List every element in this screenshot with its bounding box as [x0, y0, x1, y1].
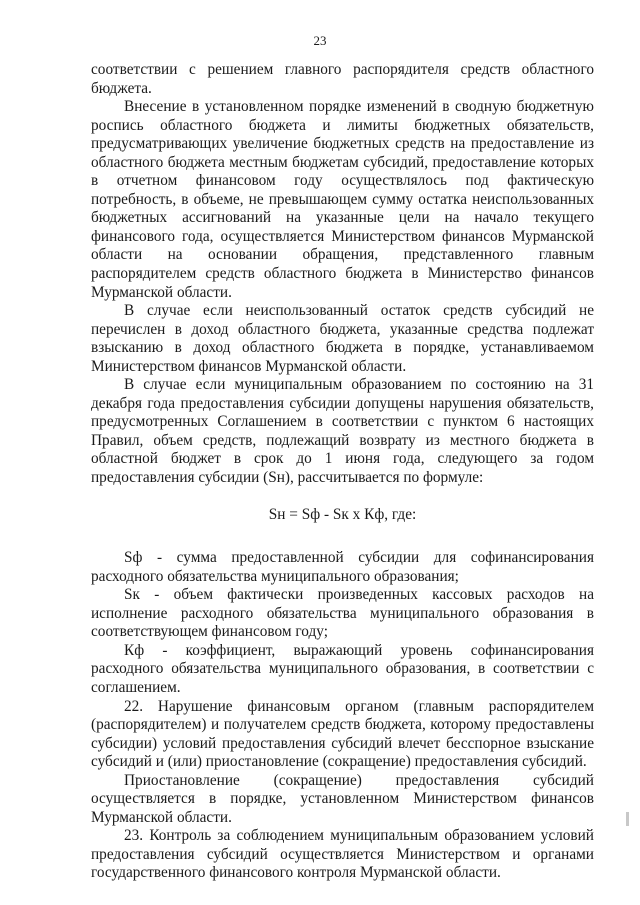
paragraph-unused-balance: В случае если неиспользованный остаток средств субсидий не перечислен в доход областного бюджета, указанные средства подлежат взысканию в доход областного бюджета в порядке, устанавливаемом Министерством финансов Мурманской области.	[91, 302, 594, 375]
paragraph-refund-rule: В случае если муниципальным образованием по состоянию на 31 декабря года предоставления субсидии допущены нарушения обязательств, предусмотренных Соглашением в соответствии с пунктом 6 настоящих Правил, объем средств, подлежащий возврату из местного бюджета в областной бюджет в срок до 1 июня года, следующего за годом предоставления субсидии (Sн), рассчитывается по формуле:	[91, 376, 594, 487]
paragraph-suspension: Приостановление (сокращение) предоставления субсидий осуществляется в порядке, установленном Министерством финансов Мурманской области.	[91, 771, 594, 826]
paragraph-22-violation: 22. Нарушение финансовым органом (главным распорядителем (распорядителем) и получателем средств бюджета, которому предоставлены субсидии) условий предоставления субсидий влечет бесспорное взыскание субсидий и (или) приостановление (сокращение) предоставления субсидий.	[91, 697, 594, 771]
definition-sf: Sф - сумма предоставленной субсидии для софинансирования расходного обязательства муниципального образования;	[91, 549, 594, 585]
refund-formula: Sн = Sф - Sк х Кф, где:	[268, 505, 417, 523]
definition-kf: Кф - коэффициент, выражающий уровень софинансирования расходного обязательства муниципального образования, в соответствии с соглашением.	[91, 641, 594, 696]
scan-margin-mark	[626, 812, 629, 826]
document-body	[91, 61, 594, 883]
definition-sk: Sк - объем фактически произведенных кассовых расходов на исполнение расходного обязательства муниципального образования в соответствующем финансовом году;	[91, 586, 594, 641]
paragraph-23-control: 23. Контроль за соблюдением муниципальным образованием условий предоставления субсидий осуществляется Министерством и органами государственного финансового контроля Мурманской области.	[91, 827, 594, 882]
paragraph-continuation: соответствии с решением главного распорядителя средств областного бюджета.	[91, 61, 594, 97]
page-number: 23	[313, 33, 327, 48]
paragraph-budget-changes: Внесение в установленном порядке изменений в сводную бюджетную роспись областного бюджета и лимиты бюджетных обязательств, предусматривающих увеличение бюджетных средств на предоставление из областного бюджета местным бюджетам субсидий, предоставление которых в отчетном финансовом году осуществлялось под фактическую потребность, в объеме, не превышающем сумму остатка неиспользованных бюджетных ассигнований на указанные цели на начало текущего финансового года, осуществляется Министерством финансов Мурманской области на основании обращения, представленного главным распорядителем средств областного бюджета в Министерство финансов Мурманской области.	[91, 98, 594, 301]
